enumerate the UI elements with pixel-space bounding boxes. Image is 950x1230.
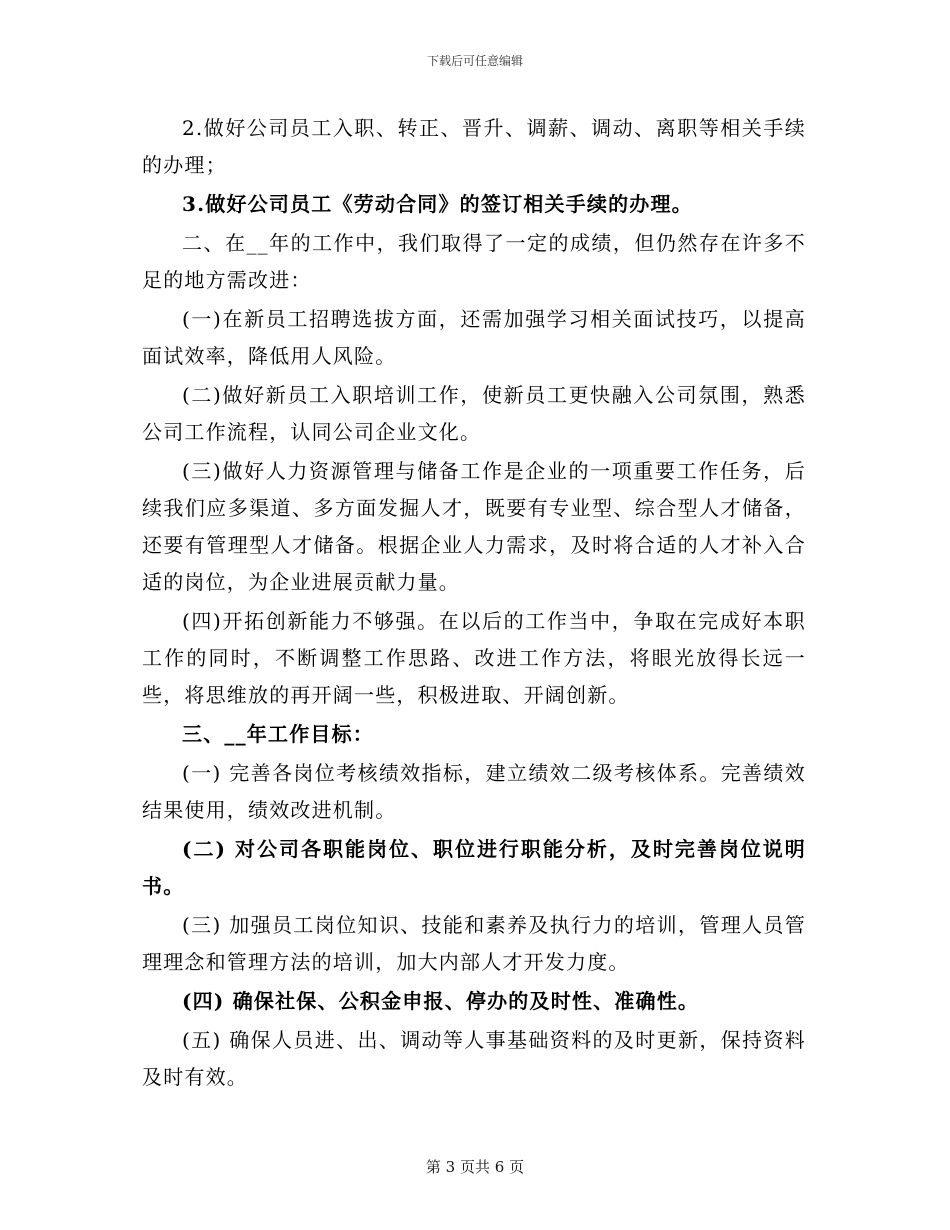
page-header: 下载后可任意编辑 [426,54,523,68]
paragraph-item-3: 3.做好公司员工《劳动合同》的签订相关手续的办理。 [182,192,693,216]
goal-2: (二) 对公司各职能岗位、职位进行职能分析，及时完善岗位说明书。 [142,837,806,898]
section-two-intro: 二、在__年的工作中，我们取得了一定的成绩，但仍然存在许多不足的地方需改进： [142,231,806,292]
page-number: 第 3 页共 6 页 [425,1158,525,1176]
section-three-heading: 三、__年工作目标： [182,722,374,746]
goal-1: (一) 完善各岗位考核绩效指标，建立绩效二级考核体系。完善绩效结果使用，绩效改进机制。 [142,761,806,822]
paragraph-item-2: 2.做好公司员工入职、转正、晋升、调薪、调动、离职等相关手续的办理； [142,116,806,177]
goal-4: (四) 确保社保、公积金申报、停办的及时性、准确性。 [182,989,700,1013]
improvement-3: (三)做好人力资源管理与储备工作是企业的一项重要工作任务，后续我们应多渠道、多方面发掘人才，既要有专业型、综合型人才储备，还要有管理型人才储备。根据企业人力需求，及时将合适的人才补入合适的岗位，为企业进展贡献力量。 [142,459,806,594]
goal-3: (三) 加强员工岗位知识、技能和素养及执行力的培训，管理人员管理理念和管理方法的培训，加大内部人才开发力度。 [142,913,806,974]
document-body [142,110,806,1098]
improvement-2: (二)做好新员工入职培训工作，使新员工更快融入公司氛围，熟悉公司工作流程，认同公司企业文化。 [142,383,806,444]
goal-5: (五) 确保人员进、出、调动等人事基础资料的及时更新，保持资料及时有效。 [142,1028,806,1089]
improvement-1: (一)在新员工招聘选拔方面，还需加强学习相关面试技巧，以提高面试效率，降低用人风险。 [142,307,806,368]
improvement-4: (四)开拓创新能力不够强。在以后的工作当中，争取在完成好本职工作的同时，不断调整工作思路、改进工作方法，将眼光放得长远一些，将思维放的再开阔一些，积极进取、开阔创新。 [142,609,806,707]
